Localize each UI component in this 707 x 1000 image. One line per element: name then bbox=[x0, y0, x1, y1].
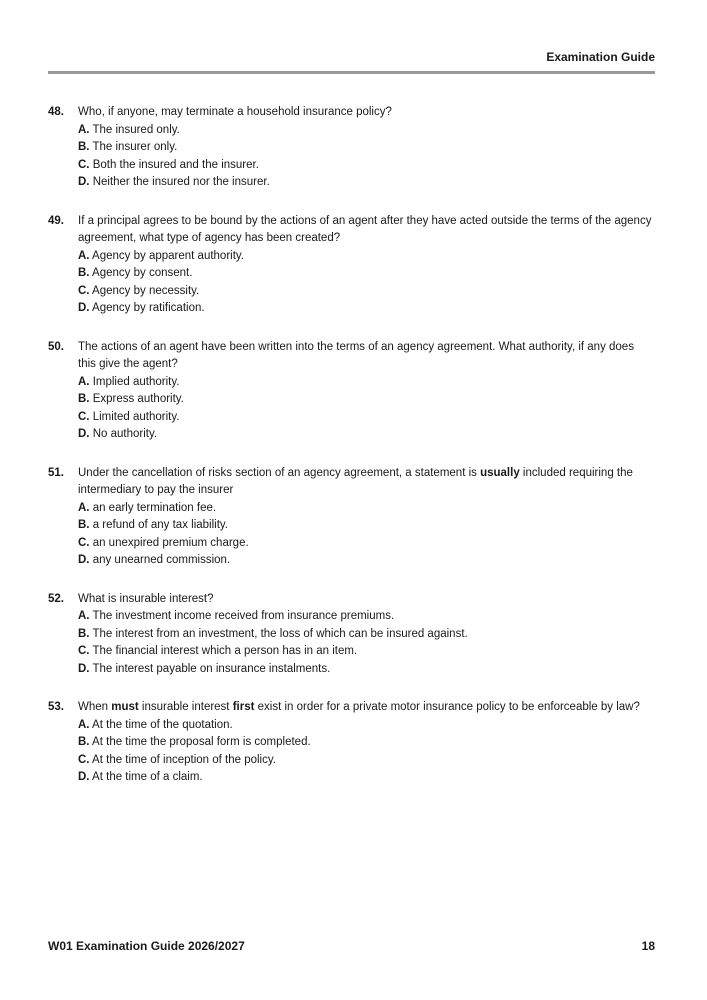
question-text-segment: included requiring the intermediary to pay the insurer bbox=[78, 466, 633, 496]
question-option bbox=[78, 409, 655, 427]
option-letter: D. bbox=[78, 302, 90, 314]
option-text: The financial interest which a person has in an item. bbox=[89, 645, 358, 657]
question-number: 49. bbox=[48, 214, 64, 227]
option-letter: C. bbox=[78, 410, 90, 423]
option-letter: C. bbox=[78, 158, 90, 171]
question-text bbox=[78, 213, 655, 248]
option-text: Neither the insured nor the insurer. bbox=[89, 176, 270, 188]
question-option bbox=[78, 626, 655, 644]
question-option bbox=[78, 608, 655, 626]
question-text-segment: If a principal agrees to be bound by the actions of an agent after they have acted outside the terms of the agency agreement, what type of agency has been created? bbox=[78, 214, 652, 244]
footer-page-number: 18 bbox=[641, 939, 655, 953]
question-item bbox=[48, 104, 655, 192]
option-letter: D. bbox=[78, 176, 90, 188]
question-option bbox=[78, 734, 655, 752]
question-number: 53. bbox=[48, 701, 64, 713]
option-letter: C. bbox=[78, 284, 90, 297]
question-option bbox=[78, 517, 655, 535]
option-letter: B. bbox=[78, 627, 90, 640]
question-option bbox=[78, 769, 655, 787]
question-text bbox=[78, 465, 655, 500]
option-text: Agency by apparent authority. bbox=[89, 249, 244, 262]
option-text: Express authority. bbox=[89, 393, 184, 405]
question-option bbox=[78, 717, 655, 735]
question-option bbox=[78, 139, 655, 157]
question-option bbox=[78, 643, 655, 661]
question-option bbox=[78, 552, 655, 570]
header-rule bbox=[48, 71, 655, 74]
option-letter: B. bbox=[78, 267, 90, 279]
question-text bbox=[78, 699, 655, 717]
question-text-segment: Who, if anyone, may terminate a household insurance policy? bbox=[78, 106, 392, 118]
question-body bbox=[78, 591, 655, 679]
option-text: At the time of the quotation. bbox=[89, 718, 233, 731]
question-item bbox=[48, 591, 655, 679]
option-text: an early termination fee. bbox=[89, 501, 217, 514]
question-body bbox=[78, 465, 655, 570]
option-letter: A. bbox=[78, 610, 90, 622]
option-letter: A. bbox=[78, 501, 90, 514]
question-option bbox=[78, 500, 655, 518]
question-option bbox=[78, 374, 655, 392]
option-text: any unearned commission. bbox=[89, 554, 231, 566]
question-text bbox=[78, 591, 655, 609]
option-letter: D. bbox=[78, 662, 90, 675]
question-option bbox=[78, 283, 655, 301]
question-option bbox=[78, 391, 655, 409]
option-text: an unexpired premium charge. bbox=[89, 536, 249, 549]
question-option bbox=[78, 157, 655, 175]
question-option bbox=[78, 661, 655, 679]
option-text: Agency by necessity. bbox=[89, 284, 200, 297]
question-text-bold-segment: usually bbox=[480, 466, 520, 479]
option-text: At the time of a claim. bbox=[89, 771, 203, 783]
question-number: 52. bbox=[48, 592, 64, 605]
option-text: Both the insured and the insurer. bbox=[89, 158, 259, 171]
question-text bbox=[78, 339, 655, 374]
questions-list bbox=[48, 104, 655, 787]
question-body bbox=[78, 104, 655, 192]
header-title: Examination Guide bbox=[546, 50, 655, 64]
question-text bbox=[78, 104, 655, 122]
option-letter: A. bbox=[78, 123, 90, 136]
question-body bbox=[78, 213, 655, 318]
option-text: The investment income received from insurance premiums. bbox=[89, 610, 395, 622]
option-letter: D. bbox=[78, 554, 90, 566]
question-item bbox=[48, 339, 655, 444]
page-header bbox=[48, 50, 655, 74]
question-option bbox=[78, 174, 655, 192]
question-number: 50. bbox=[48, 340, 64, 353]
option-text: a refund of any tax liability. bbox=[89, 519, 228, 531]
option-letter: D. bbox=[78, 771, 90, 783]
option-text: The interest from an investment, the loss of which can be insured against. bbox=[89, 627, 468, 640]
option-letter: B. bbox=[78, 736, 90, 748]
option-letter: A. bbox=[78, 375, 90, 388]
question-option bbox=[78, 122, 655, 140]
option-text: The insurer only. bbox=[89, 141, 178, 153]
option-letter: D. bbox=[78, 428, 90, 440]
question-item bbox=[48, 465, 655, 570]
option-letter: C. bbox=[78, 753, 90, 766]
option-text: No authority. bbox=[89, 428, 158, 440]
option-letter: B. bbox=[78, 519, 90, 531]
question-number: 51. bbox=[48, 466, 64, 479]
question-text-segment: exist in order for a private motor insurance policy to be enforceable by law? bbox=[254, 701, 640, 713]
question-text-segment: The actions of an agent have been written into the terms of an agency agreement. What authority, if any does this give the agent? bbox=[78, 340, 634, 370]
question-option bbox=[78, 535, 655, 553]
option-text: At the time the proposal form is completed. bbox=[89, 736, 311, 748]
option-text: Agency by ratification. bbox=[89, 302, 205, 314]
question-option bbox=[78, 265, 655, 283]
option-text: Limited authority. bbox=[89, 410, 180, 423]
option-text: Agency by consent. bbox=[89, 267, 193, 279]
option-letter: A. bbox=[78, 249, 90, 262]
question-body bbox=[78, 699, 655, 787]
option-letter: B. bbox=[78, 141, 90, 153]
option-letter: B. bbox=[78, 393, 90, 405]
option-text: At the time of inception of the policy. bbox=[89, 753, 276, 766]
option-text: The insured only. bbox=[89, 123, 180, 136]
page-footer bbox=[48, 939, 655, 954]
question-option bbox=[78, 248, 655, 266]
question-text-bold-segment: first bbox=[232, 701, 255, 713]
option-text: The interest payable on insurance instalments. bbox=[89, 662, 331, 675]
option-text: Implied authority. bbox=[89, 375, 180, 388]
question-text-segment: Under the cancellation of risks section of an agency agreement, a statement is bbox=[78, 466, 481, 479]
question-item bbox=[48, 699, 655, 787]
question-item bbox=[48, 213, 655, 318]
question-text-bold-segment: must bbox=[111, 701, 139, 713]
option-letter: C. bbox=[78, 645, 90, 657]
question-text-segment: When bbox=[78, 701, 112, 713]
footer-document-title: W01 Examination Guide 2026/2027 bbox=[48, 939, 245, 953]
question-text-segment: What is insurable interest? bbox=[78, 592, 214, 605]
option-letter: A. bbox=[78, 718, 90, 731]
question-option bbox=[78, 426, 655, 444]
option-letter: C. bbox=[78, 536, 90, 549]
question-text-segment: insurable interest bbox=[138, 701, 233, 713]
question-body bbox=[78, 339, 655, 444]
question-option bbox=[78, 752, 655, 770]
question-option bbox=[78, 300, 655, 318]
question-number: 48. bbox=[48, 106, 64, 118]
